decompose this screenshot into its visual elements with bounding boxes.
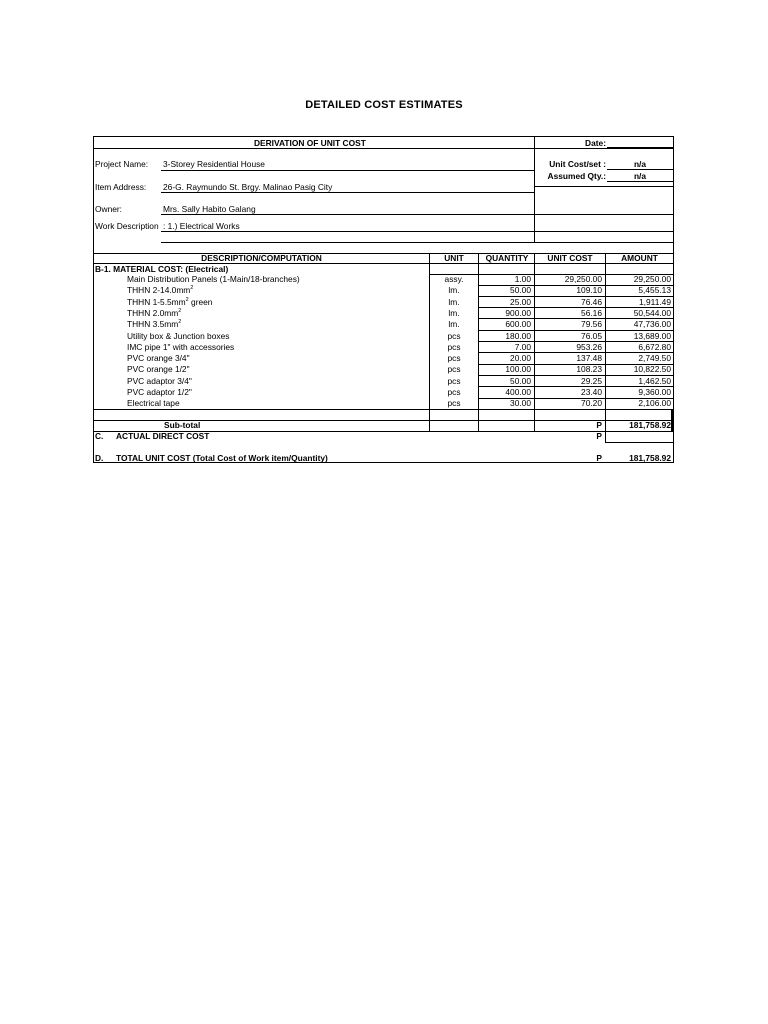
row-description-text: THHN 3.5mm	[127, 319, 179, 330]
row-description	[127, 331, 427, 342]
cost-estimate-sheet	[93, 136, 674, 463]
row-amount: 1,462.50	[638, 375, 671, 386]
row-description	[127, 398, 427, 409]
row-unit-cost: 29.25	[581, 375, 602, 386]
row-description-text: IMC pipe 1" with accessories	[127, 341, 235, 352]
row-description-text: Utility box & Junction boxes	[127, 330, 230, 341]
row-quantity: 20.00	[510, 353, 531, 364]
unit-cost-set-value: n/a	[633, 159, 647, 169]
row-description-text: Electrical tape	[127, 398, 180, 409]
row-description	[127, 376, 427, 387]
row-unit: pcs	[447, 387, 461, 397]
subtotal-amount: 181,758.92	[629, 420, 671, 430]
row-unit-cost: 108.23	[576, 364, 602, 375]
row-amount: 1,911.49	[639, 296, 671, 307]
owner-label: Owner:	[95, 204, 122, 214]
item-address-label: Item Address:	[95, 182, 147, 192]
actual-direct-cost-label: ACTUAL DIRECT COST	[116, 431, 210, 441]
row-amount: 50,544.00	[633, 307, 671, 318]
table-row	[94, 398, 673, 409]
row-amount: 2,106.00	[638, 398, 671, 409]
col-header-unit: UNIT	[444, 253, 464, 263]
row-unit: lm.	[448, 307, 460, 318]
row-description	[127, 353, 427, 364]
row-unit-cost: 29,250.00	[564, 274, 602, 284]
row-quantity: 7.00	[514, 341, 531, 352]
table-row	[94, 285, 673, 296]
row-amount: 9,360.00	[638, 387, 671, 397]
work-description-value: : 1.) Electrical Works	[163, 221, 240, 231]
total-unit-cost-currency: P	[596, 453, 602, 463]
actual-direct-cost-letter: C.	[95, 431, 104, 441]
page-title: DETAILED COST ESTIMATES	[305, 99, 463, 111]
row-unit: lm.	[448, 296, 460, 307]
col-header-description: DESCRIPTION/COMPUTATION	[201, 253, 322, 263]
table-row	[94, 387, 673, 398]
row-quantity: 50.00	[510, 375, 531, 386]
row-amount: 29,250.00	[633, 274, 671, 284]
row-unit-cost: 79.56	[581, 319, 602, 330]
col-header-amount: AMOUNT	[621, 253, 658, 263]
row-unit: lm.	[448, 285, 460, 296]
row-quantity: 400.00	[505, 387, 531, 397]
project-name-label: Project Name:	[95, 159, 149, 169]
row-description	[127, 308, 427, 319]
row-quantity: 600.00	[505, 319, 531, 330]
subtotal-label: Sub-total	[164, 420, 201, 430]
assumed-qty-label: Assumed Qty.:	[547, 171, 606, 181]
row-unit-cost: 76.46	[581, 296, 602, 307]
row-description	[127, 319, 427, 330]
table-row	[94, 342, 673, 353]
row-quantity: 180.00	[505, 330, 531, 341]
row-description-text: PVC adaptor 3/4"	[127, 375, 192, 386]
row-description-text: THHN 2.0mm	[127, 307, 179, 318]
row-description-superscript: 2	[178, 319, 182, 326]
row-unit-cost: 76.05	[581, 330, 602, 341]
row-description	[127, 285, 427, 296]
row-unit: pcs	[447, 353, 461, 364]
row-description-superscript: 2	[178, 308, 182, 315]
table-row	[94, 274, 673, 285]
row-unit-cost: 953.26	[576, 341, 602, 352]
table-row	[94, 364, 673, 375]
row-description-superscript: 2	[185, 296, 189, 303]
row-unit: pcs	[447, 375, 461, 386]
row-description-text: PVC orange 3/4"	[127, 353, 190, 364]
row-description	[127, 364, 427, 375]
subtotal-currency: P	[596, 420, 602, 430]
derivation-heading: DERIVATION OF UNIT COST	[254, 138, 366, 148]
row-description-text: PVC adaptor 1/2"	[127, 387, 192, 397]
row-unit-cost: 70.20	[581, 398, 602, 409]
table-row	[94, 331, 673, 342]
row-description-superscript: 2	[190, 285, 194, 292]
row-description	[127, 387, 427, 398]
col-header-unit-cost: UNIT COST	[547, 253, 593, 263]
total-unit-cost-letter: D.	[95, 453, 104, 463]
owner-value: Mrs. Sally Habito Galang	[163, 204, 256, 214]
total-unit-cost-label: TOTAL UNIT COST (Total Cost of Work item/Quantity)	[116, 453, 328, 463]
table-row	[94, 353, 673, 364]
row-description-text: THHN 1-5.5mm	[127, 296, 186, 307]
col-header-quantity: QUANTITY	[485, 253, 529, 263]
row-unit: pcs	[447, 341, 461, 352]
row-amount: 2,749.50	[638, 353, 671, 364]
row-quantity: 1.00	[514, 274, 531, 284]
row-amount: 6,672.80	[638, 341, 671, 352]
row-unit: lm.	[448, 319, 460, 330]
section-label-material-cost: B-1. MATERIAL COST: (Electrical)	[95, 264, 229, 274]
row-description-suffix: green	[188, 296, 213, 307]
row-description	[127, 274, 427, 285]
row-unit-cost: 137.48	[576, 353, 602, 364]
row-description-text: Main Distribution Panels (1-Main/18-branches)	[127, 274, 300, 284]
row-unit: pcs	[447, 330, 461, 341]
row-unit: pcs	[447, 398, 461, 409]
assumed-qty-value: n/a	[633, 171, 647, 181]
row-amount: 47,736.00	[633, 319, 671, 330]
item-address-value: 26-G. Raymundo St. Brgy. Malinao Pasig City	[163, 182, 333, 192]
row-amount: 13,689.00	[633, 330, 671, 341]
row-unit: assy.	[444, 274, 464, 284]
table-row	[94, 319, 673, 330]
unit-cost-set-label: Unit Cost/set :	[549, 159, 606, 169]
row-quantity: 25.00	[510, 296, 531, 307]
date-label: Date:	[585, 138, 606, 148]
work-description-label: Work Description	[95, 221, 159, 231]
row-unit: pcs	[447, 364, 461, 375]
row-quantity: 30.00	[510, 398, 531, 409]
row-unit-cost: 109.10	[576, 285, 602, 296]
row-quantity: 50.00	[510, 285, 531, 296]
row-description	[127, 342, 427, 353]
table-row	[94, 297, 673, 308]
row-description	[127, 297, 427, 308]
actual-direct-cost-currency: P	[596, 431, 602, 441]
project-name-value: 3-Storey Residential House	[163, 159, 265, 169]
row-description-text: PVC orange 1/2"	[127, 364, 190, 375]
row-quantity: 100.00	[505, 364, 531, 375]
row-description-text: THHN 2-14.0mm	[127, 285, 191, 296]
table-row	[94, 308, 673, 319]
row-unit-cost: 56.16	[581, 307, 602, 318]
row-quantity: 900.00	[505, 307, 531, 318]
row-amount: 10,822.50	[633, 364, 671, 375]
table-row	[94, 376, 673, 387]
row-amount: 5,455.13	[638, 285, 671, 296]
row-unit-cost: 23.40	[581, 387, 602, 397]
total-unit-cost-amount: 181,758.92	[629, 453, 671, 463]
